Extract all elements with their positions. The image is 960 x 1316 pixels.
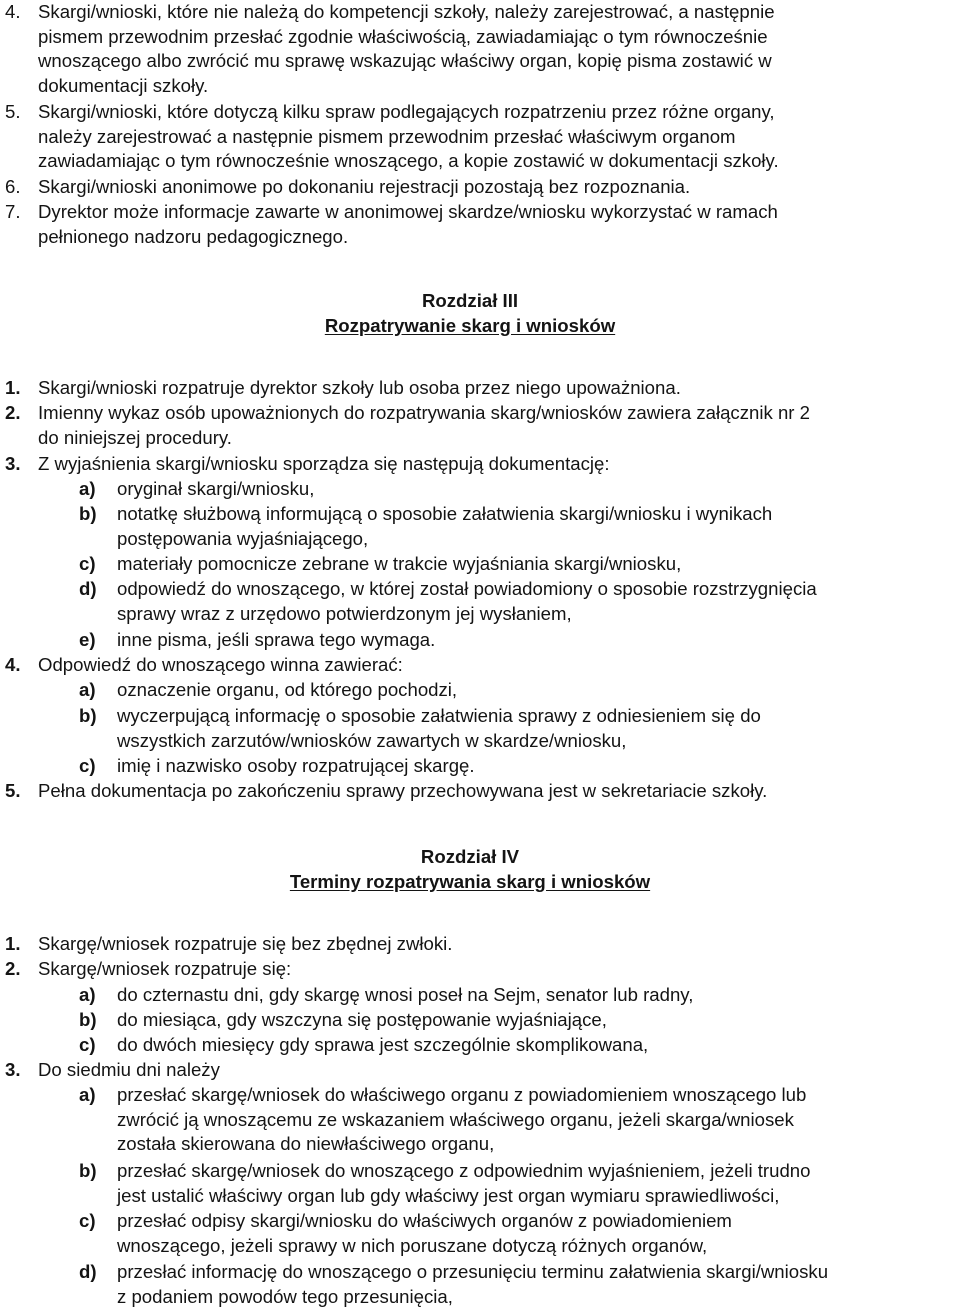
text-line: postępowania wyjaśniającego, xyxy=(117,527,369,549)
text-line: Pełna dokumentacja po zakończeniu sprawy przechowywana jest w sekretariacie szkoły. xyxy=(38,780,768,801)
sub-item-letter: c) xyxy=(79,755,96,776)
sub-item-letter: a) xyxy=(79,478,96,499)
sub-item-letter: d) xyxy=(79,1261,97,1282)
text-line: przesłać odpisy skargi/wniosku do właściwych organów z powiadomieniem xyxy=(117,1210,732,1231)
chapter-title: Rozdział IV xyxy=(420,846,520,867)
text-line: do niniejszej procedury. xyxy=(38,426,232,448)
text-line: wszystkich zarzutów/wniosków zawartych w skardze/wniosku, xyxy=(117,729,627,751)
sub-item xyxy=(79,1033,957,1058)
text-line: Z wyjaśnienia skargi/wniosku sporządza się następują dokumentację: xyxy=(38,453,610,474)
sub-item xyxy=(79,477,957,502)
item-number: 3. xyxy=(5,453,21,474)
item-number: 7. xyxy=(5,201,21,222)
item-number: 4. xyxy=(5,654,21,675)
text-line: wnoszącego, jeżeli sprawy w nich poruszane dotyczą różnych organów, xyxy=(117,1234,708,1256)
text-line: imię i nazwisko osoby rozpatrującej skargę. xyxy=(117,755,475,776)
list-item xyxy=(5,175,958,200)
text-line: z podaniem powodów tego przesunięcia, xyxy=(117,1285,453,1307)
item-number: 5. xyxy=(5,101,21,122)
item-number: 4. xyxy=(5,1,21,22)
text-line: została skierowana do niewłaściwego organu, xyxy=(117,1133,495,1155)
sub-item-letter: b) xyxy=(79,705,97,726)
sub-item-letter: c) xyxy=(79,1034,96,1055)
item-number: 2. xyxy=(5,958,21,979)
chapter-heading xyxy=(0,845,940,894)
list-item xyxy=(5,957,958,982)
item-number: 1. xyxy=(5,377,21,398)
item-number: 5. xyxy=(5,780,21,801)
item-number: 1. xyxy=(5,933,21,954)
list-item xyxy=(5,653,958,678)
text-line: Skargi/wnioski, które nie należą do kompetencji szkoły, należy zarejestrować, a następnie xyxy=(38,1,775,22)
sub-item xyxy=(79,754,957,779)
list-item xyxy=(5,200,958,249)
sub-item xyxy=(79,552,957,577)
text-line: Dyrektor może informacje zawarte w anonimowej skardze/wniosku wykorzystać w ramach xyxy=(38,201,778,222)
text-line: Imienny wykaz osób upoważnionych do rozpatrywania skarg/wniosków zawiera załącznik nr 2 xyxy=(38,402,811,423)
text-line: notatkę służbową informującą o sposobie załatwienia skargi/wniosku i wynikach xyxy=(117,503,773,524)
text-line: oryginał skargi/wniosku, xyxy=(117,478,315,499)
list-item xyxy=(5,401,958,450)
sub-item-letter: a) xyxy=(79,679,96,700)
sub-item-letter: a) xyxy=(79,1084,96,1105)
text-line: Skargi/wnioski, które dotyczą kilku spraw podlegających rozpatrzeniu przez różne organy, xyxy=(38,101,775,122)
chapter-subtitle: Rozpatrywanie skarg i wniosków xyxy=(324,314,616,336)
text-line: dokumentacji szkoły. xyxy=(38,74,209,96)
text-line: Skargi/wnioski anonimowe po dokonaniu rejestracji pozostają bez rozpoznania. xyxy=(38,176,691,197)
text-line: pismem przewodnim przesłać zgodnie właściwością, zawiadamiając o tym równocześnie xyxy=(38,25,768,47)
text-line: do czternastu dni, gdy skargę wnosi poseł na Sejm, senator lub radny, xyxy=(117,984,694,1005)
sub-item-letter: c) xyxy=(79,553,96,574)
sub-item-letter: b) xyxy=(79,1160,97,1181)
item-number: 3. xyxy=(5,1059,21,1080)
item-number: 2. xyxy=(5,402,21,423)
chapter-title: Rozdział III xyxy=(421,290,519,311)
sub-item xyxy=(79,983,957,1008)
text-line: Skargę/wniosek rozpatruje się bez zbędnej zwłoki. xyxy=(38,933,453,954)
sub-item-letter: c) xyxy=(79,1210,96,1231)
chapter-heading xyxy=(0,289,940,338)
text-line: materiały pomocnicze zebrane w trakcie wyjaśniania skargi/wniosku, xyxy=(117,553,682,574)
text-line: jest ustalić właściwy organ lub gdy właściwy jest organ wymiaru sprawiedliwości, xyxy=(117,1184,780,1206)
text-line: przesłać informację do wnoszącego o przesunięciu terminu załatwienia skargi/wniosku xyxy=(117,1261,829,1282)
list-item xyxy=(5,1058,958,1083)
text-line: Odpowiedź do wnoszącego winna zawierać: xyxy=(38,654,403,675)
text-line: do dwóch miesięcy gdy sprawa jest szczególnie skomplikowana, xyxy=(117,1034,649,1055)
text-line: przesłać skargę/wniosek do właściwego organu z powiadomieniem wnoszącego lub xyxy=(117,1084,807,1105)
sub-item xyxy=(79,1260,957,1309)
text-line: zawiadamiając o tym równocześnie wnoszącego, a kopie zostawić w dokumentacji szkoły. xyxy=(38,150,779,172)
text-line: sprawy wraz z urzędowo potwierdzonym jej wysłaniem, xyxy=(117,602,572,624)
sub-item xyxy=(79,502,957,551)
sub-item-letter: a) xyxy=(79,984,96,1005)
text-line: do miesiąca, gdy wszczyna się postępowanie wyjaśniające, xyxy=(117,1009,607,1030)
text-line: przesłać skargę/wniosek do wnoszącego z odpowiednim wyjaśnieniem, jeżeli trudno xyxy=(117,1160,811,1181)
list-item xyxy=(5,779,958,804)
text-line: odpowiedź do wnoszącego, w której został powiadomiony o sposobie rozstrzygnięcia xyxy=(117,578,817,599)
list-item xyxy=(5,0,958,98)
sub-item xyxy=(79,1209,957,1258)
sub-item xyxy=(79,577,957,626)
text-line: oznaczenie organu, od którego pochodzi, xyxy=(117,679,458,700)
item-number: 6. xyxy=(5,176,21,197)
sub-item xyxy=(79,678,957,703)
text-line: Skargi/wnioski rozpatruje dyrektor szkoły lub osoba przez niego upoważniona. xyxy=(38,377,681,398)
text-line: zwrócić ją wnoszącemu ze wskazaniem właściwego organu, jeżeli skarga/wniosek xyxy=(117,1108,794,1130)
sub-item xyxy=(79,1083,957,1157)
chapter-subtitle: Terminy rozpatrywania skarg i wniosków xyxy=(289,870,651,892)
list-item xyxy=(5,452,958,477)
sub-item-letter: b) xyxy=(79,503,97,524)
text-line: Skargę/wniosek rozpatruje się: xyxy=(38,958,292,979)
list-item xyxy=(5,100,958,174)
list-item xyxy=(5,376,958,401)
sub-item xyxy=(79,628,957,653)
sub-item xyxy=(79,1008,957,1033)
sub-item xyxy=(79,1159,957,1208)
sub-item xyxy=(79,704,957,753)
text-line: wnoszącego albo zwrócić mu sprawę wskazując właściwy organ, kopię pisma zostawić w xyxy=(38,50,772,72)
text-line: wyczerpującą informację o sposobie załatwienia sprawy z odniesieniem się do xyxy=(117,705,761,726)
sub-item-letter: b) xyxy=(79,1009,97,1030)
text-line: pełnionego nadzoru pedagogicznego. xyxy=(38,225,349,247)
list-item xyxy=(5,932,958,957)
text-line: Do siedmiu dni należy xyxy=(38,1059,220,1080)
text-line: inne pisma, jeśli sprawa tego wymaga. xyxy=(117,629,436,650)
text-line: należy zarejestrować a następnie pismem przewodnim przesłać właściwym organom xyxy=(38,125,736,147)
sub-item-letter: d) xyxy=(79,578,97,599)
sub-item-letter: e) xyxy=(79,629,96,650)
